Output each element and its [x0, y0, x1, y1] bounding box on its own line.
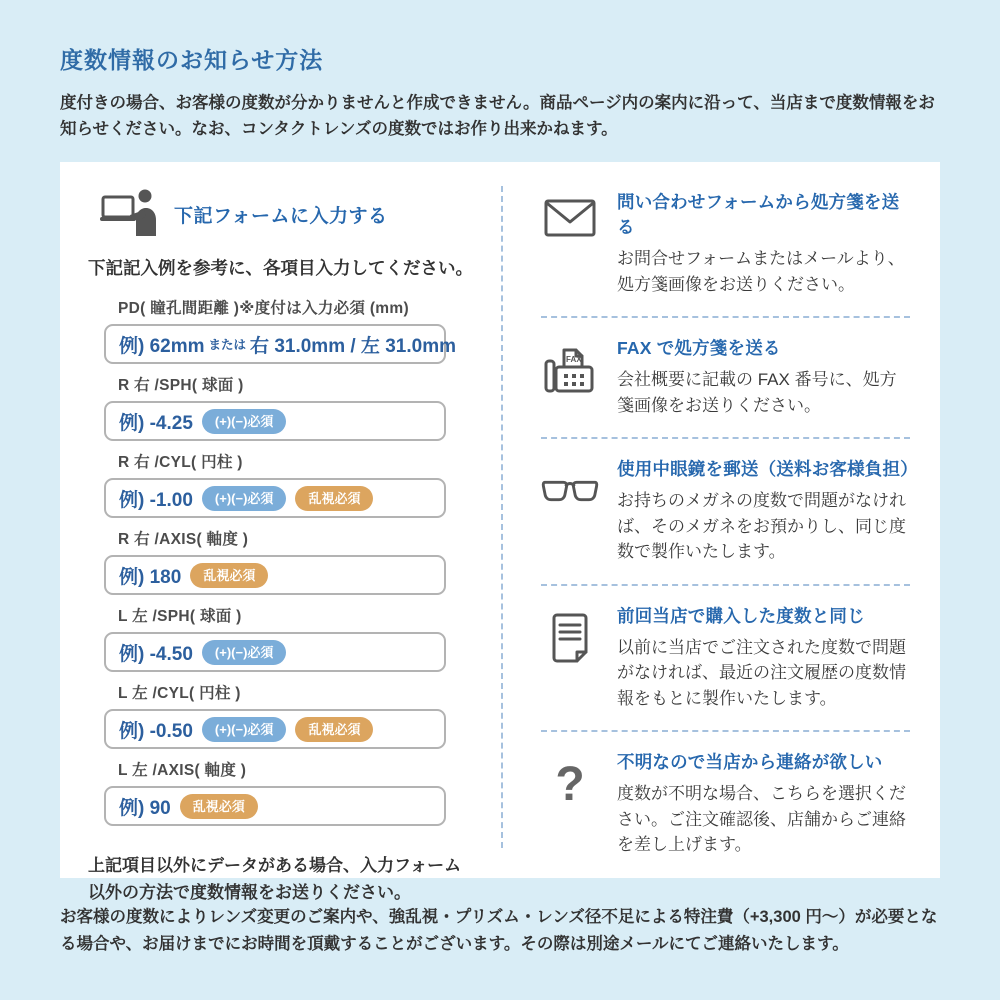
form-instruction: 下記記入例を参考に、各項目入力してください。 [88, 258, 473, 279]
example-input: 例) 180 乱視必須 [104, 555, 446, 595]
example-input: 例) 90 乱視必須 [104, 786, 446, 826]
glasses-icon [541, 456, 599, 565]
method-body: 以前に当店でご注文された度数で問題がなければ、最近の注文履歴の度数情報をもとに製作いたします。 [617, 637, 906, 708]
example-input: 例) 62mm または 右 31.0mm / 左 31.0mm [104, 324, 446, 364]
method-contact-form [541, 172, 910, 318]
form-column [60, 162, 501, 903]
info-card [60, 162, 940, 903]
example-input: 例) -4.50 (+)(−)必須 [104, 632, 446, 672]
presenter-icon [100, 188, 156, 241]
question-icon: ? [555, 758, 585, 812]
document-icon [541, 603, 599, 712]
form-fields [86, 296, 501, 826]
page-title: 度数情報のお知らせ方法 [60, 47, 324, 73]
method-title: 前回当店で購入した度数と同じ [617, 605, 865, 626]
method-body: 会社概要に記載の FAX 番号に、処方箋画像をお送りください。 [617, 370, 897, 415]
fax-icon [541, 335, 599, 418]
plus-minus-required-badge: (+)(−)必須 [202, 640, 287, 665]
field-label: R 右 /SPH( 球面 ) [118, 377, 244, 395]
field-label: L 左 /AXIS( 軸度 ) [118, 762, 247, 780]
astigmatism-required-badge: 乱視必須 [295, 486, 373, 511]
form-field-r-sph [104, 373, 501, 441]
method-body: お持ちのメガネの度数で問題がなければ、そのメガネをお預かりし、同じ度数で製作いたします。 [617, 491, 906, 562]
form-field-r-cyl [104, 450, 501, 518]
method-contact-me [541, 732, 910, 877]
plus-minus-required-badge: (+)(−)必須 [202, 409, 287, 434]
field-label: L 左 /CYL( 円柱 ) [118, 685, 241, 703]
astigmatism-required-badge: 乱視必須 [180, 794, 258, 819]
form-field-pd [104, 296, 501, 364]
svg-text:FAX: FAX [566, 355, 582, 365]
method-body: 度数が不明な場合、こちらを選択ください。ご注文確認後、店舗からご連絡を差し上げます。 [617, 784, 906, 855]
astigmatism-required-badge: 乱視必須 [295, 717, 373, 742]
method-title: 不明なので当店から連絡が欲しい [617, 752, 883, 773]
form-field-l-axis [104, 758, 501, 826]
column-divider [501, 186, 503, 848]
form-header-title: 下記フォームに入力する [174, 206, 388, 228]
example-input: 例) -0.50 (+)(−)必須 乱視必須 [104, 709, 446, 749]
form-note: 上記項目以外にデータがある場合、入力フォーム以外の方法で度数情報をお送りください。 [88, 856, 462, 903]
method-body: お問合せフォームまたはメールより、処方箋画像をお送りください。 [617, 249, 905, 294]
form-field-r-axis [104, 527, 501, 595]
method-fax [541, 318, 910, 439]
form-field-l-sph [104, 604, 501, 672]
method-mail-glasses [541, 439, 918, 586]
astigmatism-required-badge: 乱視必須 [190, 563, 268, 588]
method-title: FAX で処方箋を送る [617, 338, 781, 359]
method-previous-order [541, 586, 910, 733]
example-input: 例) -4.25 (+)(−)必須 [104, 401, 446, 441]
methods-column [501, 162, 940, 878]
example-input: 例) -1.00 (+)(−)必須 乱視必須 [104, 478, 446, 518]
form-field-l-cyl [104, 681, 501, 749]
envelope-icon [541, 189, 599, 297]
plus-minus-required-badge: (+)(−)必須 [202, 486, 287, 511]
field-label: L 左 /SPH( 球面 ) [118, 608, 242, 626]
field-label: R 右 /AXIS( 軸度 ) [118, 531, 249, 549]
method-title: 問い合わせフォームから処方箋を送る [617, 192, 900, 238]
footer-note: お客様の度数によりレンズ変更のご案内や、強乱視・プリズム・レンズ径不足による特注費（+3,300 円～）が必要となる場合や、お届けまでにお時間を頂戴することがございます。その際は別途メールにてご連絡いたします。 [60, 908, 938, 953]
plus-minus-required-badge: (+)(−)必須 [202, 717, 287, 742]
field-label: R 右 /CYL( 円柱 ) [118, 454, 243, 472]
intro-text: 度付きの場合、お客様の度数が分かりませんと作成できません。商品ページ内の案内に沿って、当店まで度数情報をお知らせください。なお、コンタクトレンズの度数ではお作り出来かねます。 [60, 94, 935, 138]
method-title: 使用中眼鏡を郵送（送料お客様負担） [617, 459, 918, 480]
form-header [86, 188, 501, 241]
field-label: PD( 瞳孔間距離 )※度付は入力必須 (mm) [118, 300, 409, 318]
